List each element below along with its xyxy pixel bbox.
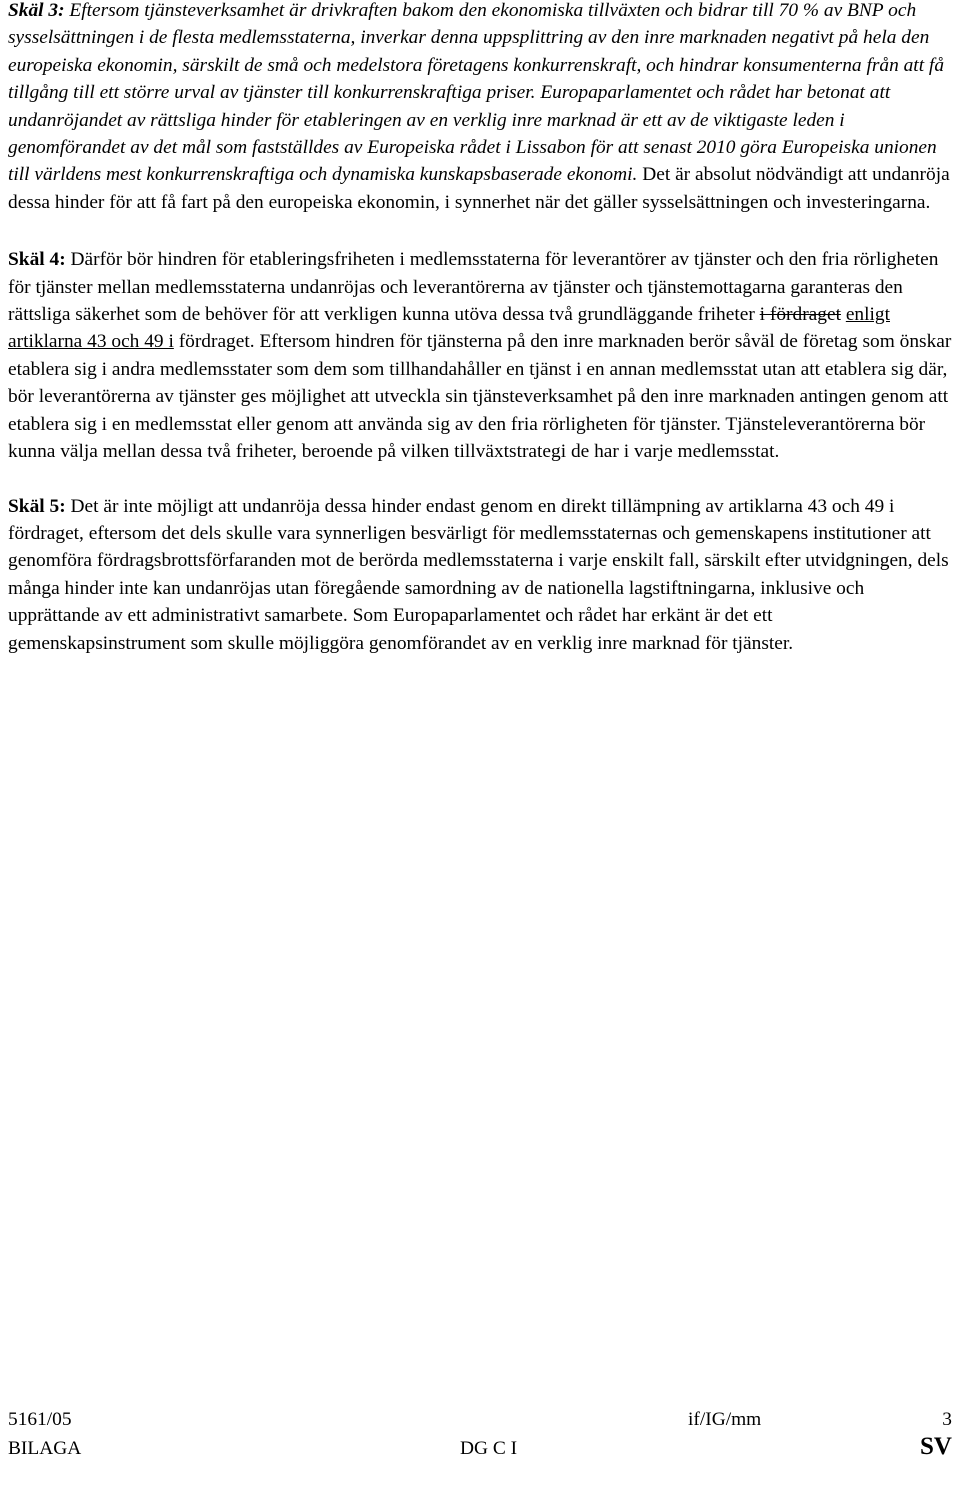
page-number: 3 [942, 1409, 952, 1430]
recital-3-label: Skäl 3: [8, 0, 65, 21]
recital-5-label: Skäl 5: [8, 495, 66, 517]
footer-row-2 [8, 1435, 952, 1462]
recital-4-deleted-text: i fördraget [759, 304, 841, 326]
document-number: 5161/05 [8, 1409, 72, 1430]
document-page [8, 0, 952, 657]
author-initials: if/IG/mm [688, 1409, 762, 1430]
annex-label: BILAGA [8, 1438, 82, 1459]
directorate-general: DG C I [460, 1438, 518, 1459]
recital-4 [8, 246, 952, 465]
recital-4-inserted-text: enligt artiklarna 43 och 49 i [8, 304, 890, 353]
recital-5-text: Det är inte möjligt att undanröja dessa hinder endast genom en direkt tillämpning av artiklarna 43 och 49 i fördraget, eftersom det dels skulle vara synnerligen besvärligt för medlemsstaternas och gemenskapens institutioner att genomföra fördragsbrottsförfaranden mot de berörda medlemsstaterna i varje enskilt fall, särskilt efter utvidgningen, dels många hinder inte kan undanröjas utan föregående samordning av de nationella lagstiftningarna, inklusive och upprättande av ett administrativt samarbete. Som Europaparlamentet och rådet har erkänt är det ett gemenskapsinstrument som skulle möjliggöra genomförandet av en verklig inre marknad för tjänster. [8, 495, 949, 654]
page-footer [8, 1406, 952, 1462]
recital-5 [8, 493, 952, 657]
recital-3 [8, 0, 952, 216]
recital-4-text-a: Därför bör hindren för etableringsfriheten i medlemsstaterna för leverantörer av tjänster och den fria rörligheten för tjänster mellan medlemsstaterna undanröjas och leverantörerna av tjänster och tjänstemottagarna garanteras den rättsliga säkerhet som de behöver för att verkligen kunna utöva dessa två grundläggande friheter [8, 249, 939, 326]
recital-3-text-italic-2: Det är absolut nödvändigt att undanröja dessa hinder för att få fart på den europeiska ekonomin, i synnerhet när det gäller sysselsättningen och investeringarna. [8, 164, 950, 213]
recital-3-text-italic: Eftersom tjänsteverksamhet är drivkraften bakom den ekonomiska tillväxten och bidrar till 70 % av BNP och sysselsättningen i de flesta medlemsstaterna, inverkar denna uppsplittring av den inre marknaden negativt på hela den europeiska ekonomin, särskilt de små och medelstora företagens konkurrenskraft, och hindrar konsumenterna från att få tillgång till ett större urval av tjänster till konkurrenskraftiga priser. [8, 0, 945, 104]
recital-3-text-amendment: Europaparlamentet och rådet har betonat att undanröjandet av rättsliga hinder för etableringen av en verklig inre marknad är ett av de viktigaste leden i genomförandet av det mål som fastställdes av Europeiska rådet i Lissabon för att senast 2010 göra Europeiska unionen till världens mest konkurrenskraftiga och dynamiska kunskapsbaserade ekonomi. [8, 82, 937, 186]
recital-4-label: Skäl 4: [8, 249, 66, 271]
footer-row-1 [8, 1406, 952, 1433]
language-code: SV [920, 1433, 952, 1460]
recital-4-text-b: fördraget. Eftersom hindren för tjänsterna på den inre marknaden berör såväl de företag som önskar etablera sig i andra medlemsstater som dem som tillhandahåller en tjänst i en annan medlemsstat utan att etablera sig där, bör leverantörerna av tjänster ges möjlighet att utveckla sin tjänsteverksamhet på den inre marknaden antingen genom att etablera sig i en medlemsstat eller genom att använda sig av den fria rörligheten för tjänster. Tjänsteleverantörerna bör kunna välja mellan dessa två friheter, beroende på vilken tillväxtstrategi de har i varje medlemsstat. [8, 331, 952, 463]
